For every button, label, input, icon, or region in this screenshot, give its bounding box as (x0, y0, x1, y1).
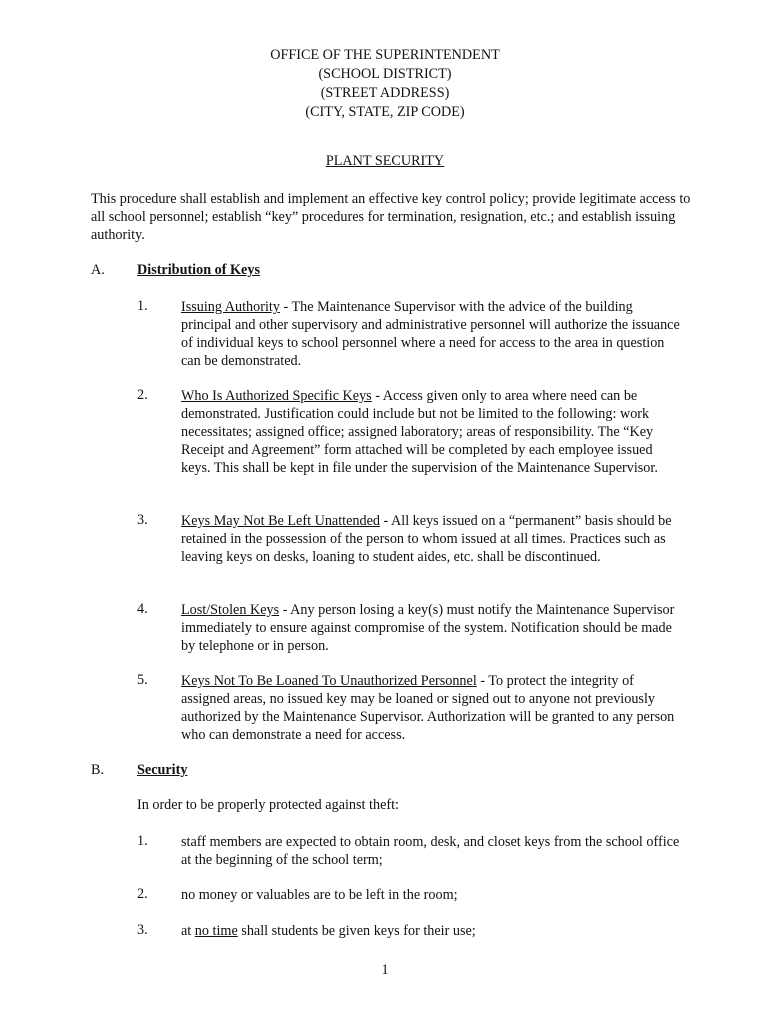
letterhead-city: (CITY, STATE, ZIP CODE) (305, 104, 465, 120)
a-item-2-number: 2. (137, 387, 148, 403)
section-a-letter: A. (91, 262, 105, 278)
section-b-intro: In order to be properly protected against theft: (137, 797, 399, 813)
a-item-5-text: - To protect the integrity of assigned areas, no issued key may be loaned or signed out to anyone not previously authorized by the Maintenance Supervisor. Authorization will be granted to any person who can demonstrate a need for access. (181, 673, 675, 743)
b-item-1-number: 1. (137, 833, 148, 849)
a-item-3 (181, 512, 681, 566)
a-item-5 (181, 672, 681, 744)
letterhead-district: (SCHOOL DISTRICT) (318, 66, 452, 82)
a-item-3-text: - All keys issued on a “permanent” basis should be retained in the possession of the person to whom issued at all times. Practices such as leaving keys on desks, loaning to student aides, etc. shall be discontinued. (181, 513, 672, 565)
section-b-letter: B. (91, 762, 105, 778)
b-item-3 (181, 922, 681, 940)
a-item-5-heading: Keys Not To Be Loaned To Unauthorized Personnel (181, 673, 477, 689)
b-item-3-emphasis: no time (194, 923, 238, 939)
letterhead-office: OFFICE OF THE SUPERINTENDENT (270, 47, 500, 63)
b-item-3-pre: at (181, 923, 195, 939)
a-item-4-heading: Lost/Stolen Keys (181, 602, 280, 618)
a-item-3-number: 3. (137, 512, 148, 528)
a-item-5-number: 5. (137, 672, 148, 688)
b-item-2-text: no money or valuables are to be left in the room; (181, 887, 458, 903)
b-item-1-text: staff members are expected to obtain room, desk, and closet keys from the school office at the beginning of the school term; (181, 834, 680, 868)
section-b-title: Security (137, 762, 188, 778)
letterhead (0, 46, 770, 122)
b-item-3-number: 3. (137, 922, 148, 938)
intro-paragraph: This procedure shall establish and implement an effective key control policy; provide legitimate access to all school personnel; establish “key” procedures for termination, resignation, etc.; and establish issuing authority. (91, 191, 691, 243)
a-item-4 (181, 601, 681, 655)
a-item-2-heading: Who Is Authorized Specific Keys (181, 388, 372, 404)
a-item-4-text: - Any person losing a key(s) must notify the Maintenance Supervisor immediately to ensure against compromise of the system. Notification should be made by telephone or in person. (181, 602, 675, 654)
a-item-2-text: - Access given only to area where need can be demonstrated. Justification could include but not be limited to the following: work necessitates; assigned office; assigned laboratory; areas of responsibility. The “Key Receipt and Agreement” form attached will be completed by each employee issued keys. This shall be kept in file under the supervision of the Maintenance Supervisor. (181, 388, 658, 476)
a-item-1-number: 1. (137, 298, 148, 314)
b-item-2-number: 2. (137, 886, 148, 902)
section-a-title: Distribution of Keys (137, 262, 260, 278)
a-item-1-heading: Issuing Authority (181, 299, 280, 315)
a-item-4-number: 4. (137, 601, 148, 617)
a-item-1-text: - The Maintenance Supervisor with the advice of the building principal and other supervisory and administrative personnel will authorize the issuance of individual keys to school personnel where a need for access to the area in question can be demonstrated. (181, 299, 680, 369)
letterhead-street: (STREET ADDRESS) (320, 85, 450, 101)
a-item-2 (181, 387, 681, 477)
a-item-3-heading: Keys May Not Be Left Unattended (181, 513, 380, 529)
document-title: PLANT SECURITY (325, 153, 445, 169)
page-number: 1 (381, 962, 389, 978)
a-item-1 (181, 298, 681, 370)
b-item-3-post: shall students be given keys for their use; (237, 923, 476, 939)
